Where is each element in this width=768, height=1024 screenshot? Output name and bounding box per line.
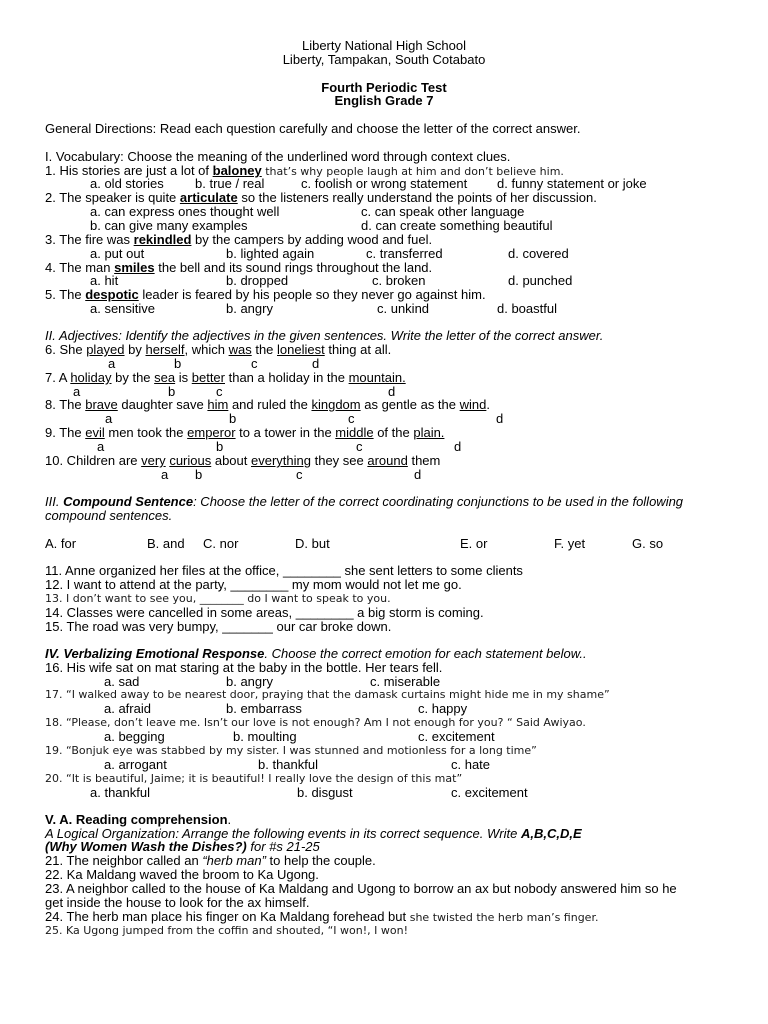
question-23-continued: get inside the house to look for the ax himself. — [45, 895, 310, 910]
conjunction-choice-b: B. and — [147, 536, 185, 551]
question-20-options — [0, 786, 768, 800]
question-3-option-d: d. covered — [508, 246, 569, 261]
question-5-option-c: c. unkind — [377, 301, 430, 316]
question-8-letter-a: a — [105, 411, 113, 426]
question-22: 22. Ka Maldang waved the broom to Ka Ugong. — [45, 867, 319, 882]
question-16-option-b: b. angry — [226, 674, 273, 689]
question-5-option-a: a. sensitive — [90, 301, 156, 316]
question-15: 15. The road was very bumpy, _______ our car broke down. — [45, 619, 392, 634]
reading-section-heading — [45, 813, 231, 827]
question-7-letter-c: c — [216, 384, 223, 399]
question-9-letter-b: b — [216, 439, 224, 454]
question-3 — [45, 233, 432, 247]
question-6-text: 6. She — [45, 342, 87, 357]
question-3-text: 3. The fire was — [45, 232, 134, 247]
question-3-text-end: by the campers by adding wood and fuel. — [191, 232, 433, 247]
question-19-option-c: c. hate — [451, 757, 491, 772]
question-9-letter-a: a — [97, 439, 105, 454]
compound-instruction-text: : Choose the letter of the correct coordinating conjunctions to be used in the following — [193, 494, 684, 509]
vocabulary-instruction: I. Vocabulary: Choose the meaning of the underlined word through context clues. — [45, 149, 511, 164]
question-12: 12. I want to attend at the party, ________ my mom would not let me go. — [45, 577, 462, 592]
question-10-letter-d: d — [414, 467, 422, 482]
compound-instruction-continued: compound sentences. — [45, 508, 173, 523]
question-10-text: they see — [310, 453, 368, 468]
question-5-option-b: b. angry — [226, 301, 273, 316]
question-9-underlined-b: emperor — [187, 425, 236, 440]
question-3-options — [0, 247, 768, 261]
question-10-letter-c: c — [296, 467, 303, 482]
question-7-letter-b: b — [168, 384, 176, 399]
question-4-option-b: b. dropped — [226, 273, 289, 288]
question-9-letters — [0, 440, 768, 454]
question-20-option-a: a. thankful — [90, 785, 150, 800]
question-11: 11. Anne organized her files at the office, ________ she sent letters to some clients — [45, 563, 523, 578]
question-4-option-a: a. hit — [90, 273, 119, 288]
question-4-text-end: the bell and its sound rings throughout the land. — [154, 260, 433, 275]
reading-answer-letters: A,B,C,D,E — [520, 826, 582, 841]
question-16-option-c: c. miserable — [370, 674, 441, 689]
question-20: 20. “It is beautiful, Jaime; it is beautiful! I really love the design of this mat” — [45, 772, 463, 785]
conjunction-choice-d: D. but — [295, 536, 330, 551]
question-4-text: 4. The man — [45, 260, 115, 275]
question-1-option-b: b. true / real — [195, 176, 265, 191]
question-6-letter-a: a — [108, 356, 116, 371]
question-25: 25. Ka Ugong jumped from the coffin and shouted, “I won!, I won! — [45, 924, 408, 937]
question-2-keyword: articulate — [179, 190, 238, 205]
reading-section-title: V. A. Reading comprehension — [45, 812, 228, 827]
general-directions: General Directions: Read each question carefully and choose the letter of the correct answer. — [45, 121, 581, 136]
question-8-letter-d: d — [496, 411, 504, 426]
question-5-text-end: leader is feared by his people so they never go against him. — [138, 287, 486, 302]
question-9 — [45, 426, 444, 440]
question-3-option-a: a. put out — [90, 246, 145, 261]
question-19-option-a: a. arrogant — [104, 757, 167, 772]
conjunction-choices — [0, 537, 768, 551]
question-9-letter-c: c — [356, 439, 363, 454]
question-10-letters — [0, 468, 768, 482]
question-3-keyword: rekindled — [133, 232, 192, 247]
question-23: 23. A neighbor called to the house of Ka Maldang and Ugong to borrow an ax but nobody answered him so he — [45, 881, 677, 896]
question-6-text: the — [251, 342, 278, 357]
adjectives-instruction: II. Adjectives: Identify the adjectives in the given sentences. Write the letter of the correct answer. — [45, 328, 604, 343]
reading-section-title-period: . — [227, 812, 232, 827]
question-9-letter-d: d — [454, 439, 462, 454]
compound-section-number: III. — [45, 494, 64, 509]
question-7-text: by the — [111, 370, 155, 385]
question-14: 14. Classes were cancelled in some areas, ________ a big storm is coming. — [45, 605, 484, 620]
question-10-letter-a: a — [161, 467, 169, 482]
question-6-text: , which — [184, 342, 229, 357]
question-5 — [45, 288, 486, 302]
reading-story-title: (Why Women Wash the Dishes?) — [45, 839, 247, 854]
question-7-underlined-d: mountain. — [348, 370, 406, 385]
question-8-underlined-c: kingdom — [311, 397, 361, 412]
reading-story-range: for #s 21-25 — [246, 839, 320, 854]
question-6-letter-c: c — [251, 356, 258, 371]
question-21 — [45, 854, 376, 868]
question-2-option-b: b. can give many examples — [90, 218, 248, 233]
conjunction-choice-a: A. for — [45, 536, 77, 551]
question-18-option-a: a. begging — [104, 729, 165, 744]
question-1-option-c: c. foolish or wrong statement — [301, 176, 468, 191]
question-20-option-c: c. excitement — [451, 785, 528, 800]
question-4-keyword: smiles — [114, 260, 155, 275]
question-10-text: them — [407, 453, 441, 468]
question-16-options — [0, 675, 768, 689]
question-1-options — [0, 177, 768, 191]
question-24 — [45, 910, 598, 924]
question-10-underlined-b: curious — [169, 453, 212, 468]
question-17-option-a: a. afraid — [104, 701, 151, 716]
question-6-text: by — [124, 342, 146, 357]
question-7-underlined-c: better — [191, 370, 225, 385]
question-6-underlined-d: loneliest — [277, 342, 325, 357]
question-8-underlined-b: him — [207, 397, 229, 412]
question-24-text: 24. The herb man place his finger on Ka Maldang forehead but — [45, 909, 410, 924]
question-9-text: 9. The — [45, 425, 86, 440]
question-2-option-a: a. can express ones thought well — [90, 204, 280, 219]
question-19: 19. “Bonjuk eye was stabbed by my sister. I was stunned and motionless for a long time” — [45, 744, 537, 757]
question-8-letter-c: c — [348, 411, 355, 426]
question-20-option-b: b. disgust — [297, 785, 353, 800]
question-1-text: 1. His stories are just a lot of — [45, 163, 213, 178]
conjunction-choice-g: G. so — [632, 536, 664, 551]
question-7-letter-d: d — [388, 384, 396, 399]
question-17-option-b: b. embarrass — [226, 701, 302, 716]
question-8-text: as gentle as the — [360, 397, 460, 412]
question-10-underlined-c: everything — [251, 453, 311, 468]
question-2-option-c: c. can speak other language — [361, 204, 525, 219]
question-10 — [45, 454, 440, 468]
question-10-letter-b: b — [195, 467, 203, 482]
emotion-instruction-text: . Choose the correct emotion for each statement below.. — [264, 646, 587, 661]
question-9-underlined-c: middle — [335, 425, 374, 440]
question-1-text-end: that’s why people laugh at him and don’t believe him. — [261, 165, 564, 178]
question-8-text: 8. The — [45, 397, 86, 412]
question-7-text: 7. A — [45, 370, 71, 385]
question-8-underlined-a: brave — [85, 397, 118, 412]
question-17-option-c: c. happy — [418, 701, 468, 716]
question-1-option-a: a. old stories — [90, 176, 164, 191]
question-9-text: to a tower in the — [235, 425, 336, 440]
question-8-underlined-d: wind — [459, 397, 487, 412]
question-4-options — [0, 274, 768, 288]
question-8-text: . — [486, 397, 490, 412]
question-8-letter-b: b — [229, 411, 237, 426]
question-10-text: 10. Children are — [45, 453, 142, 468]
question-8-text: daughter save — [117, 397, 208, 412]
question-6-underlined-c: was — [228, 342, 252, 357]
reading-instruction-text: A Logical Organization: Arrange the following events in its correct sequence. Write — [45, 826, 521, 841]
question-9-text: of the — [373, 425, 414, 440]
question-7-text: than a holiday in the — [225, 370, 349, 385]
question-18-option-c: c. excitement — [418, 729, 495, 744]
question-6-underlined-b: herself — [145, 342, 185, 357]
question-10-text: about — [211, 453, 251, 468]
question-2-text: 2. The speaker is quite — [45, 190, 180, 205]
question-1-keyword: baloney — [212, 163, 262, 178]
emotion-instruction — [45, 647, 587, 661]
question-19-options — [0, 758, 768, 772]
question-18-option-b: b. moulting — [233, 729, 297, 744]
question-7-letter-a: a — [73, 384, 81, 399]
question-18: 18. “Please, don’t leave me. Isn’t our love is not enough? Am I not enough for you? “ Said Awiyao. — [45, 716, 586, 729]
test-title: Fourth Periodic Test — [321, 80, 447, 95]
question-2-options-row-1 — [0, 205, 768, 219]
school-address: Liberty, Tampakan, South Cotabato — [282, 52, 486, 67]
question-17: 17. “I walked away to be nearest door, praying that the damask curtains might hide me in my shame” — [45, 688, 610, 701]
question-18-options — [0, 730, 768, 744]
question-6-letters — [0, 357, 768, 371]
question-6-letter-b: b — [174, 356, 182, 371]
emotion-section-title: IV. Verbalizing Emotional Response — [45, 646, 265, 661]
school-name: Liberty National High School — [301, 38, 467, 53]
question-21-text: 21. The neighbor called an — [45, 853, 203, 868]
reading-story-line — [45, 840, 320, 854]
question-3-option-b: b. lighted again — [226, 246, 315, 261]
question-24-text-end: she twisted the herb man’s finger. — [409, 911, 599, 924]
compound-instruction — [45, 495, 683, 509]
question-5-keyword: despotic — [85, 287, 139, 302]
conjunction-choice-e: E. or — [460, 536, 488, 551]
question-5-option-d: d. boastful — [497, 301, 557, 316]
question-19-option-b: b. thankful — [258, 757, 318, 772]
question-7-text: is — [175, 370, 192, 385]
question-9-underlined-a: evil — [85, 425, 105, 440]
compound-section-title: Compound Sentence — [63, 494, 194, 509]
question-21-text-end: to help the couple. — [265, 853, 376, 868]
question-9-text: men took the — [104, 425, 188, 440]
test-subject: English Grade 7 — [334, 93, 434, 108]
question-17-options — [0, 702, 768, 716]
conjunction-choice-c: C. nor — [203, 536, 239, 551]
question-7-underlined-b: sea — [154, 370, 176, 385]
question-4-option-c: c. broken — [372, 273, 426, 288]
question-2-option-d: d. can create something beautiful — [361, 218, 553, 233]
question-7 — [45, 371, 406, 385]
question-2-text-end: so the listeners really understand the points of her discussion. — [237, 190, 597, 205]
question-21-emphasis: “herb man” — [202, 853, 266, 868]
question-13: 13. I don’t want to see you, ________ do I want to speak to you. — [45, 592, 391, 605]
question-4-option-d: d. punched — [508, 273, 573, 288]
question-5-text: 5. The — [45, 287, 86, 302]
question-7-underlined-a: holiday — [70, 370, 112, 385]
question-6-underlined-a: played — [86, 342, 125, 357]
question-2 — [45, 191, 597, 205]
question-8 — [45, 398, 490, 412]
question-9-underlined-d: plain. — [413, 425, 445, 440]
question-6-letter-d: d — [312, 356, 320, 371]
conjunction-choice-f: F. yet — [554, 536, 586, 551]
question-10-underlined-a: very — [141, 453, 166, 468]
question-3-option-c: c. transferred — [366, 246, 443, 261]
question-6-text: thing at all. — [324, 342, 392, 357]
question-16: 16. His wife sat on mat staring at the baby in the bottle. Her tears fell. — [45, 660, 443, 675]
question-8-letters — [0, 412, 768, 426]
question-2-options-row-2 — [0, 219, 768, 233]
question-5-options — [0, 302, 768, 316]
question-16-option-a: a. sad — [104, 674, 140, 689]
question-1-option-d: d. funny statement or joke — [497, 176, 647, 191]
question-6 — [45, 343, 391, 357]
question-10-underlined-d: around — [367, 453, 408, 468]
question-8-text: and ruled the — [228, 397, 312, 412]
